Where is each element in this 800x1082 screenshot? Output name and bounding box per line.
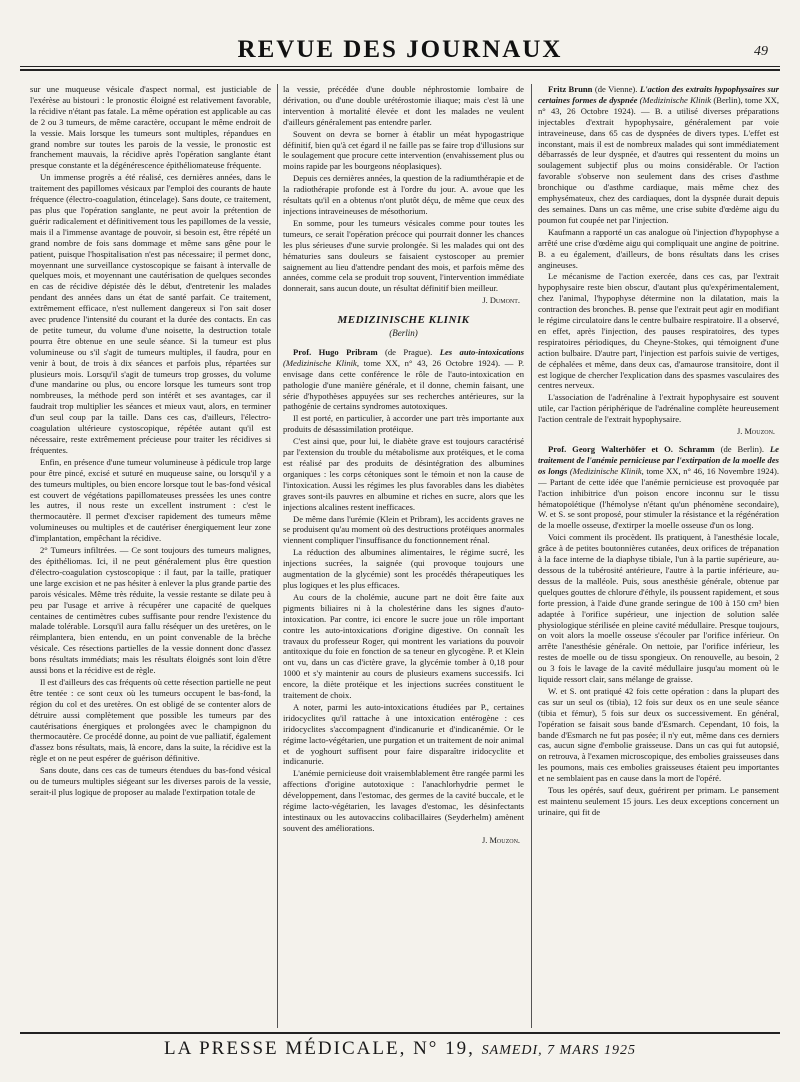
paragraph: Tous les opérés, sauf deux, guérirent per primam. Le pansement est maintenu seulement 15 jours. Les deux exceptions concernent un urinaire, qui fit de <box>538 785 779 817</box>
paragraph: W. et S. ont pratiqué 42 fois cette opération : dans la plupart des cas sur un seul os (tibia), 12 fois sur deux os en une seule séance (tibia et fémur), 5 fois sur deux os successivement. En général, l'opération se faisait sous bande d'Esmarch. Cependant, 10 fois, la bande d'Esmarch ne fut pas posée; il n'y eut, même dans ces derniers cas, aucun signe d'embolie graisseuse. Dans un cas qui fut autopsié, on retrouva, à l'examen microscopique, des embolies graisseuses dans les poumons, mais ces embolies graisseuses étaient peu importantes et ne semblaient pas en cause dans la mort de l'opéré. <box>538 685 779 784</box>
article-lead <box>283 347 524 412</box>
paragraph: De même dans l'urémie (Klein et Pribram), les accidents graves ne se produisent qu'au moment où des destructions protéiques anormales viennent compliquer l'insuffisance du fonctionnement rénal. <box>283 513 524 546</box>
article-author: Fritz Brunn <box>548 84 593 94</box>
article-lead <box>538 84 779 226</box>
paragraph: Il est porté, en particulier, à accorder une part très importante aux produits de désassimilation protéique. <box>283 413 524 435</box>
paragraph: Depuis ces dernières années, la question de la radiumthérapie et de la radiothérapie profonde est à l'ordre du jour. A. avoue que les résultats qu'il en a obtenus n'ont plutôt déçu, de même que ceux des injections intraveineuses de mésothorium. <box>283 173 524 216</box>
paragraph: Il est d'ailleurs des cas fréquents où cette résection partielle ne peut être tentée : ce sont ceux où les tumeurs occupent le bas-fond, la région du col et des uretères. On est obligé de se contenter alors de détruire aussi complètement que possible les tumeurs par des cautérisations énergiques et prolongées avec le champignon du thermocautère. Ce procédé donne, au point de vue palliatif, également d'assez bons résultats, mais, là encore, dans la suite, la récidive est la règle et on ne peut espérer de guérison définitive. <box>30 676 271 764</box>
author-signature: J. Dumont. <box>482 296 520 306</box>
page-header <box>20 30 780 78</box>
paragraph: Au cours de la cholémie, aucune part ne doit être faite aux pigments biliaires ni à la cholestérine dans les signes d'auto-intoxication. Par contre, ici encore le sucre joue un rôle important contre les auto-intoxications d'origine digestive. On connaît les travaux du professeur Roger, qui montrent les variations du pouvoir antitoxique du foie en fonction de sa teneur en glycogène. P. et Klein ont vu, dans un cas d'ictère grave, la glycémie tomber à 0,18 pour 1000 et s'y maintenir au cours de plusieurs examens successifs. Ici encore, la diète protéique et les injections sucrées constituent le traitement de choix. <box>283 591 524 701</box>
article-city: (de Vienne). <box>592 84 640 94</box>
article-city: (de Berlin). <box>714 444 770 454</box>
article-lead <box>538 444 779 531</box>
paragraph: A noter, parmi les auto-intoxications étudiées par P., certaines iridocyclites qu'il rattache à une intoxication entérogène : ces iridocyclites s'accompagnent d'indicanurie et d'indicanémie. Or le régime lacto-végétarien, une purgation et un traitement de noir animal et de yoghourt suffisent pour faire disparaître iridocyclite et indicanurie. <box>283 701 524 767</box>
article-reference: tome XX, n° 46, 16 Novembre 1924). — Partant de cette idée que l'anémie pernicieuse est provoquée par l'action inhibitrice d'un poison encore inconnu sur le tissu hématopoïétique (l'hémolyse n'étant qu'un phénomène secondaire), W. et S. se sont proposé, pour stimuler la résistance et la régénération de la moelle osseuse, d'extirper la moelle osseuse d'un os long. <box>538 465 779 531</box>
article-reference: (Berlin), tome XX, n° 43, 26 Octobre 1924). — B. a utilisé diverses préparations injectables d'extrait hypophysaire, généralement par voie intraveineuse, dans 65 cas de dyspnées de divers types. L'effet est inconstant, mais il est de nombreux malades qui sont immédiatement débarrassés de leur dyspnée, et d'autres qui ressentent du moins un soulagement subjectif plus ou moins considérable. Or l'action favorable s'observe non seulement dans des crises d'asthme bronchique ou d'asthme cardiaque, mais même chez des emphysémateux, chez des cardiaques, dont la dyspnée durait depuis des semaines. Dans un cas même, une crise subite d'œdème aigu du poumon fut coupée net par l'injection. <box>538 94 779 225</box>
article-journal: (Medizinische Klinik <box>637 94 712 105</box>
paragraph: C'est ainsi que, pour lui, le diabète grave est toujours caractérisé par l'extension du trouble du métabolisme aux protéiques, et le coma est réalisé par des produits de désintégration des albumines organiques : les corps cétoniques sont le témoin et non la cause de l'intoxication. Aussi les régimes les plus favorables dans les diabètes graves sont-ils pauvres en albumine et riches en sucre, alors que les injections alcalines restent inefficaces. <box>283 436 524 512</box>
footer-journal: LA PRESSE MÉDICALE, N° 19, <box>164 1038 475 1059</box>
footer-date: SAMEDI, 7 MARS 1925 <box>481 1043 636 1058</box>
column-divider-2 <box>531 84 532 1028</box>
article-city: (de Prague). <box>377 346 440 357</box>
section-subtitle: (Berlin) <box>389 328 418 339</box>
paragraph: En somme, pour les tumeurs vésicales comme pour toutes les tumeurs, ce serait l'opération précoce qui pourrait donner les chances les plus sérieuses d'une survie prolongée. Si les malades qui ont des hématuries sans douleurs se faisaient cystoscoper au premier saignement au lieu d'attendre pendant des mois, et parfois même des années, comme cela se produit trop souvent, l'intervention immédiate donnerait, sans aucun doute, un résultat définitif bien meilleur. <box>283 217 524 294</box>
paragraph: La réduction des albumines alimentaires, le régime sucré, les injections sucrées, la saignée (qui provoque toujours une augmentation de la glycémie) sont les procédés thérapeutiques les plus logiques et les plus efficaces. <box>283 547 524 590</box>
author-signature: J. Mouzon. <box>482 835 520 845</box>
paragraph: L'anémie pernicieuse doit vraisemblablement être rangée parmi les affections d'origine autotoxique : l'anachlorhydrie permet le développement, dans l'estomac, des germes de la cavité buccale, et le régime lacto-végétarien, les lavages d'estomac, les désinfectants intestinaux ou les autovaccins colibacillaires (Seyderhelm) amènent souvent des améliorations. <box>283 768 524 833</box>
article-author: Prof. Hugo Pribram <box>293 346 378 357</box>
page-footer <box>20 1032 780 1066</box>
article-title: Le traitement de l'anémie pernicieuse par l'extirpation de la moelle des os longs <box>538 444 779 476</box>
article-reference: tome XX, n° 43, 26 Octobre 1924). — P. envisage dans cette conférence le rôle de l'auto-intoxication en pathologie d'une manière générale, et il donne, chemin faisant, une série d'hypothèses appuyées sur ses recherches antérieures, sur la pathogénie de certains syndromes autotoxiques. <box>283 357 524 412</box>
paragraph: 2° Tumeurs infiltrées. — Ce sont toujours des tumeurs malignes, des épithéliomas. Ici, il ne peut généralement plus être question d'électro-coagulation cystoscopique : il faut, par la taille, pratiquer une large excision et ne pas hésiter à enlever la plus grande partie des parois vésicales. Même très réduite, la vessie restante se dilate peu à peu par l'usage et arrive à récupérer une capacité de quelques centaines de centimètres cubes suffisante pour rendre l'existence du malade tolérable. Lorsqu'il aura fallu réséquer un des uretères, on le réimplantera, bien entendu, en un point convenable de la brèche vésicale. Ces résections partielles de la vessie donnent donc d'assez bons résultats immédiats; mais les résultats éloignés sont loin d'être aussi bons et la récidive est de règle. <box>30 545 271 676</box>
column-left <box>30 84 271 1028</box>
column-divider-1 <box>277 84 278 1028</box>
page-number: 49 <box>754 44 768 59</box>
paragraph: la vessie, précédée d'une double néphrostomie lombaire de dérivation, ou d'une double urétérostomie iliaque; mais c'est là une intervention à mortalité élevée et dont les malades ne veulent d'ailleurs généralement pas entendre parler. <box>283 84 524 127</box>
author-signature: J. Mouzon. <box>737 427 775 437</box>
article-title: L'action des extraits hypophysaires sur certaines formes de dyspnée <box>538 84 779 105</box>
paragraph: Enfin, en présence d'une tumeur volumineuse à pédicule trop large pour être pincé, excisé et suturé en muqueuse saine, ou lorsqu'il y a des tumeurs multiples, ou bien encore lorsque tout le bas-fond vésical est couvert de végétations papillomateuses pressées les unes contre les autres, il nous reste un excellent instrument : c'est le thermocautère. Il permet d'exciser rapidement des tumeurs même volumineuses ou multiples et de cautériser énergiquement leur zone d'implantation, empêchant la récidive. <box>30 456 271 544</box>
paragraph: Voici comment ils procèdent. Ils pratiquent, à l'anesthésie locale, grâce à de petites boutonnières cutanées, deux orifices de trépanation à la face interne de la diaphyse tibiale, l'un à la partie supérieure, au-dessous de la tubérosité antérieure, l'autre à la partie inférieure, au-dessus de la malléole. Puis, sous anesthésie générale, obtenue par quelques gouttes de chlorure d'éthyle, ils poussent rapidement, et sous forte pression, à l'aide d'une grande seringue de 100 à 150 cm³ bien adaptée à l'orifice supérieur, une injection de solution salée physiologique stérilisée en pleine cavité médullaire. Presque toujours, on voit alors la moelle osseuse s'écouler par l'orifice inférieur. On arrête l'anesthésie générale. On nettoie, par l'orifice inférieur, les restes de moelle ou de tissu spongieux. On renouvelle, au besoin, 2 ou 3 fois le lavage de la cavité médullaire jusqu'au moment où le liquide ressort clair, sans mélange de graisse. <box>538 532 779 685</box>
paragraph: L'association de l'adrénaline à l'extrait hypophysaire est souvent utile, car l'action périphérique de l'adrénaline complète heureusement l'action centrale de l'extrait hypophysaire. <box>538 392 779 425</box>
paragraph: Le mécanisme de l'action exercée, dans ces cas, par l'extrait hypophysaire reste bien obscur, d'autant plus qu'expérimentalement, chez l'animal, l'hypophyse détermine non la dilatation, mais la contraction des bronches. B. pense que l'extrait peut agir en modifiant le régime circulatoire dans le centre bulbaire respiratoire. Il a observé, en effet, après l'injection, des pauses respiratoires, des types respiratoires périodiques, du Cheyne-Stokes, qui témoignent d'une action bulbaire. D'autre part, l'injection est parfois suivie de vertiges, de céphalées et même, dans deux cas, d'amaurose transitoire, dont il est logique de chercher l'explication dans des spasmes vasculaires des centres nerveux. <box>538 271 779 391</box>
footer-text <box>20 1038 780 1060</box>
header-rule-top <box>20 66 780 67</box>
page-title: REVUE DES JOURNAUX <box>237 36 563 63</box>
article-title: Les auto-intoxications <box>439 346 524 357</box>
section-title: MEDIZINISCHE KLINIK <box>337 314 470 327</box>
column-right <box>538 84 779 1028</box>
paragraph: Souvent on devra se borner à établir un méat hypogastrique définitif, bien qu'à cet égard il ne faille pas se faire trop d'illusions sur le soulagement que procure cette intervention (envahissement plus ou moins rapide par les bourgeons néoplasiques). <box>283 128 524 172</box>
article-author: Prof. Georg Walterhöfer et O. Schramm <box>548 444 715 454</box>
paragraph: Un immense progrès a été réalisé, ces dernières années, dans le traitement des papillomes vésicaux par l'emploi des courants de haute fréquence (électro-coagulation, étincelage). Sans doute, ce traitement, pas plus que l'opération sanglante, ne peut avoir la prétention de guérir radicalement et définitivement tous les papillomes de la vessie, mais il a l'immense avantage de pouvoir, si besoin est, être répété un grand nombre de fois sans dommage et même sans gêne pour le patient, puisque l'hospitalisation n'est pas nécessaire; il permet donc, moyennant une surveillance cystoscopique se faisant à intervalle de quelques mois, et moyennant une cautérisation de quelques secondes en cas de récidive dépistée dès le début, d'entretenir les malades pendant des années dans un état de santé parfait. Ce traitement, extrêmement efficace, n'est nullement dangereux si l'on sait doser avec prudence l'intensité du courant et la durée des contacts. En cas de petite tumeur, du volume d'une noisette, la destruction totale pourra être obtenue en une seule séance. Si la tumeur est plus volumineuse ou s'il s'agit de tumeurs multiples, il faudra, pour en venir à bout, de trois à dix séances et parfois plus, répartées sur plusieurs mois. Lorsqu'il s'agit de tumeurs trop grosses, du volume d'une mandarine ou plus, ou encore lorsque les tumeurs sont trop nombreuses, la méthode perd son intérêt et ses avantages, car il faudrait trop multiplier les séances et mieux vaut, alors, en terminer d'un seul coup par la taille. Dans ces cas, d'ailleurs, l'électro-coagulation ultérieure cystoscopique, répétée autant qu'il est nécessaire, reste extrêmement précieuse pour traiter les récidives si fréquentes. <box>30 172 271 455</box>
footer-rule <box>20 1032 780 1034</box>
paragraph: sur une muqueuse vésicale d'aspect normal, est justiciable de l'exérèse au bistouri : le pronostic éloigné est relativement favorable, la récidive n'étant pas fatale. La même opération est applicable au cas de 2 ou 3 tumeurs, de même caractère, occupant le même endroit de la vessie. Mais lorsque les tumeurs sont multiples, répandues en grand nombre sur toutes les parois de la vessie, le pronostic est franchement mauvais, la récidive après l'opération sanglante étant presque constante et la dégénérescence épithéliomateuse fréquente. <box>30 84 271 171</box>
paragraph: Kaufmann a rapporté un cas analogue où l'injection d'hypophyse a arrêté une crise d'œdème aigu qui compliquait une angine de poitrine. B. a eu également, d'ailleurs, de bons résultats dans les crises angineuses. <box>538 226 779 270</box>
column-middle <box>283 84 524 1028</box>
header-rule-bottom <box>20 69 780 71</box>
paragraph: Sans doute, dans ces cas de tumeurs étendues du bas-fond vésical ou de tumeurs multiples siégeant sur les diverses parois de la vessie, serait-il plus logique de proposer au malade l'extirpation totale de <box>30 765 271 797</box>
article-journal: (Medizinische Klinik, <box>283 357 359 368</box>
article-journal: (Medizinische Klinik, <box>567 465 644 476</box>
